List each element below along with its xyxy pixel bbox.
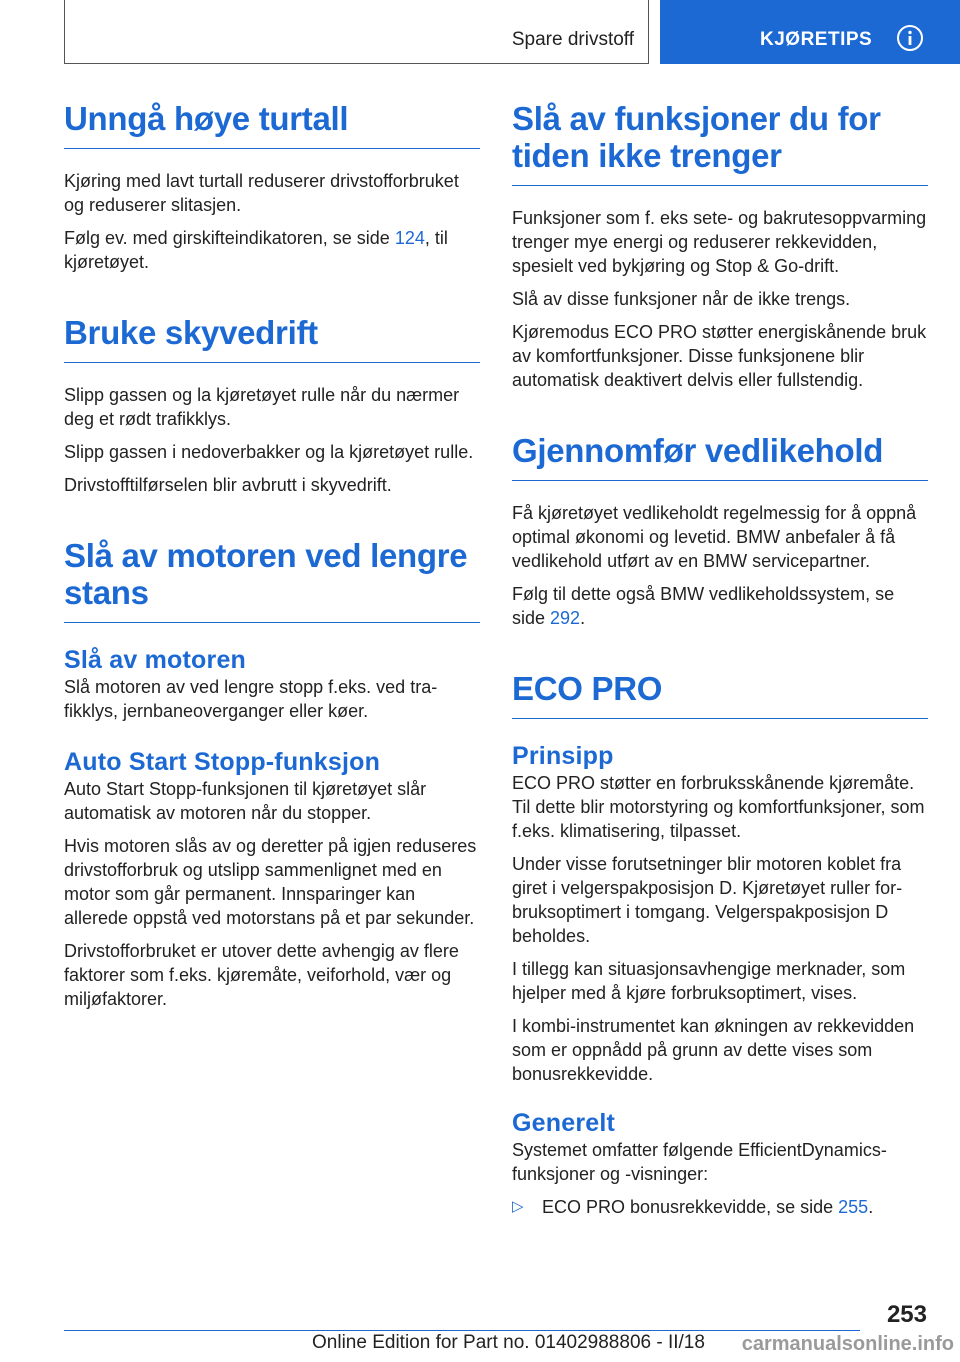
watermark: carmanualsonline.info xyxy=(741,1333,954,1355)
heading-rule xyxy=(512,185,928,186)
paragraph: Hvis motoren slås av og deretter på igjen reduseres drivstofforbruk og utslipp sammenlignet med en motor som går permanent. Innsparinger kan allerede oppstå ved motorstans på et par sekunder. xyxy=(64,836,477,928)
page-link-292[interactable]: 292 xyxy=(550,608,581,628)
paragraph: I kombi-instrumentet kan økningen av rekkevidden som er oppnådd på grunn av dette vises som bonusrekkevidde. xyxy=(512,1016,915,1084)
text: Følg til dette også BMW vedlikeholdssystem, se side xyxy=(512,584,895,628)
right-column xyxy=(512,100,928,1228)
heading-engine-off-long-stops: Slå av motoren ved lengre stans xyxy=(64,537,468,611)
page-link-124[interactable]: 124 xyxy=(394,228,425,248)
paragraph: Kjøremodus ECO PRO støtter energiskånende bruk av komfortfunksjoner. Disse funksjonene blir automatisk deaktivert delvis eller fullstendig. xyxy=(512,322,927,390)
heading-rule xyxy=(512,480,928,481)
paragraph: Auto Start Stopp-funksjonen til kjøretøyet slår automatisk av motoren når du stopper. xyxy=(64,779,427,823)
heading-maintenance: Gjennomfør vedlikehold xyxy=(512,432,884,469)
header-chapter-label: KJØRETIPS xyxy=(760,29,873,50)
paragraph: Drivstofftilførselen blir avbrutt i skyvedrift. xyxy=(64,475,392,495)
heading-rule xyxy=(64,148,480,149)
footer-rule xyxy=(64,1330,860,1331)
text: . xyxy=(580,608,586,628)
text: . xyxy=(868,1197,874,1217)
heading-rule xyxy=(64,622,480,623)
text: Følg ev. med girskifteindikatoren, se side xyxy=(64,228,395,248)
left-column xyxy=(64,100,480,1020)
paragraph-with-link xyxy=(512,582,928,630)
heading-rule xyxy=(512,718,928,719)
subheading-principle: Prinsipp xyxy=(512,742,614,770)
paragraph-with-link xyxy=(64,226,480,274)
subheading-auto-start-stop: Auto Start Stopp-funksjon xyxy=(64,748,381,776)
paragraph: Få kjøretøyet vedlikeholdt regelmessig for å oppnå optimal økonomi og levetid. BMW anbefaler å få vedlikehold utført av en BMW servicepartner. xyxy=(512,503,917,571)
paragraph: Slå motoren av ved lengre stopp f.eks. ved trafikklys, jernbaneoverganger eller køer. xyxy=(64,677,438,721)
heading-eco-pro: ECO PRO xyxy=(512,670,663,707)
paragraph: ECO PRO støtter en forbruksskånende kjøremåte. Til dette blir motorstyring og komfortfunksjoner, som f.eks. klimatisering, tilpasset. xyxy=(512,773,925,841)
paragraph: Kjøring med lavt turtall reduserer drivstofforbruket og reduserer slitasjen. xyxy=(64,171,459,215)
paragraph: Slipp gassen i nedoverbakker og la kjøretøyet rulle. xyxy=(64,442,474,462)
header-chapter-tab[interactable] xyxy=(660,0,960,64)
text: ECO PRO bonusrekkevidde, se side xyxy=(542,1197,839,1217)
paragraph: Slipp gassen og la kjøretøyet rulle når du nærmer deg et rødt trafikklys. xyxy=(64,385,460,429)
paragraph: Systemet omfatter følgende EfficientDynamics-funksjoner og -visninger: xyxy=(512,1140,887,1184)
page-link-255[interactable]: 255 xyxy=(838,1197,869,1217)
heading-coasting: Bruke skyvedrift xyxy=(64,314,318,351)
footer-edition: Online Edition for Part no. 01402988806 - II/18 xyxy=(312,1332,705,1353)
page-number: 253 xyxy=(886,1301,927,1328)
header-section-box xyxy=(64,0,649,64)
paragraph: I tillegg kan situasjonsavhengige merknader, som hjelper med å kjøre forbruksoptimert, vises. xyxy=(512,959,906,1003)
text: , til kjøretøyet. xyxy=(64,228,448,272)
list-item xyxy=(512,1195,928,1219)
subheading-general: Generelt xyxy=(512,1109,616,1137)
paragraph: Slå av disse funksjoner når de ikke trengs. xyxy=(512,289,851,309)
paragraph: Under visse forutsetninger blir motoren koblet fra giret i velgerspakposisjon D. Kjøretøyet ruller forbruksoptimert i tomgang. Velgerspakposisjon D beholdes. xyxy=(512,854,903,946)
info-icon[interactable] xyxy=(896,24,924,52)
header-section-title: Spare drivstoff xyxy=(511,29,634,50)
paragraph: Funksjoner som f. eks sete- og bakrutesoppvarming trenger mye energi og reduserer rekkevidden, spesielt ved bykjøring og Stop & Go-drift. xyxy=(512,208,927,276)
heading-rule xyxy=(64,362,480,363)
heading-switch-off-functions: Slå av funksjoner du for tiden ikke trenger xyxy=(512,100,881,174)
heading-avoid-high-rpm: Unngå høye turtall xyxy=(64,100,349,137)
triangle-bullet-icon: ▷ xyxy=(512,1198,524,1215)
paragraph: Drivstofforbruket er utover dette avhengig av flere faktorer som f.eks. kjøremåte, veiforhold, vær og miljøfaktorer. xyxy=(64,941,459,1009)
subheading-engine-off: Slå av motoren xyxy=(64,646,247,674)
list-item-text xyxy=(542,1195,873,1219)
